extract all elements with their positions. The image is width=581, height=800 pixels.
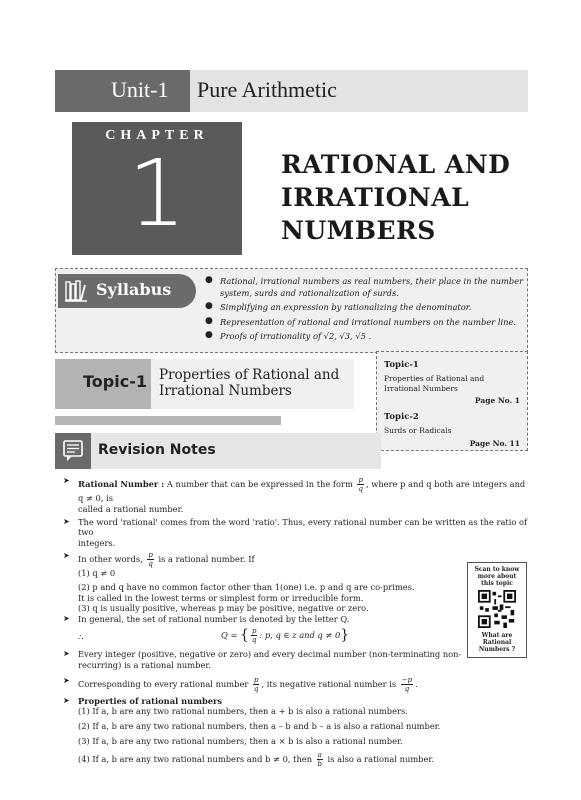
note-text: In other words,	[78, 553, 146, 564]
topic-label: Topic-1	[83, 372, 147, 391]
fraction-numerator: −p	[401, 675, 413, 684]
note-item	[63, 476, 531, 515]
note-subitem: (1) If a, b are any two rational numbers, then a + b is also a rational numbers.	[78, 706, 408, 717]
fraction-denominator: q	[253, 684, 259, 693]
note-text: .	[415, 678, 418, 689]
note-term: Rational Number :	[78, 479, 165, 489]
note-item	[63, 517, 531, 549]
note-text: recurring) is a rational number.	[78, 659, 212, 670]
note-text: is also a rational number.	[324, 753, 435, 764]
chapter-title-line: RATIONAL AND	[281, 150, 511, 179]
fraction-numerator: p	[253, 675, 259, 684]
fraction	[401, 676, 413, 693]
fraction	[147, 551, 153, 568]
note-subitem: (2) If a, b are any two rational numbers, then a – b and b – a is also a rational number.	[78, 721, 441, 732]
note-text: A number that can be expressed in the form	[164, 479, 356, 489]
revision-icon-box	[55, 433, 91, 469]
note-text: is a rational number. If	[155, 553, 255, 564]
topic-header	[55, 359, 354, 409]
topic-index-name: Surds or Radicals	[384, 426, 452, 435]
fraction-numerator: p	[358, 476, 363, 484]
note-text: called a rational number.	[78, 503, 184, 514]
syllabus-item: ● Simplifying an expression by rationalizing the denominator.	[204, 302, 526, 314]
unit-header	[55, 70, 528, 112]
syllabus-badge	[58, 274, 196, 308]
fraction	[253, 676, 259, 693]
note-text: , its negative rational number is	[261, 678, 399, 689]
note-text: (4) If a, b are any two rational numbers and b ≠ 0, then	[78, 753, 315, 764]
syllabus-label: Syllabus	[96, 280, 172, 299]
note-subitem	[63, 751, 531, 768]
fraction	[251, 627, 257, 644]
note-subitem: (1) q ≠ 0	[78, 567, 116, 578]
formula-expression: Q = { $\frac{p}{q}$ : p, q ∈ z and q ≠ 0}	[221, 626, 350, 644]
topic-index-page: Page No. 1	[474, 396, 520, 405]
fraction-denominator: q	[358, 485, 363, 493]
note-item: ➤ In general, the set of rational number is denoted by the letter Q.	[63, 614, 531, 625]
note-subitem: (3) If a, b are any two rational numbers, then a × b is also a rational number.	[78, 735, 403, 746]
fraction-denominator: q	[251, 635, 257, 644]
topic-title-line: Properties of Rational and	[159, 367, 340, 383]
fraction-denominator: q	[404, 684, 410, 693]
qr-caption-top: Scan to know more about this topic	[474, 566, 520, 587]
note-subitem: (3) q is usually positive, whereas p may be positive, negative or zero.	[78, 603, 369, 614]
topic-title-line: Irrational Numbers	[159, 383, 292, 399]
note-item	[63, 696, 531, 707]
fraction	[357, 476, 363, 493]
topic-index-head: Topic-2	[384, 412, 419, 422]
topic-index-name: Properties of Rational and	[384, 374, 485, 383]
unit-title: Pure Arithmetic	[197, 77, 337, 102]
formula-left: Q =	[221, 629, 241, 640]
note-text: integers.	[78, 538, 116, 549]
fraction-numerator: p	[148, 550, 153, 559]
topic-title	[159, 367, 339, 399]
syllabus-item: ● Proofs of irrationality of √2, √3, √5 .	[204, 331, 526, 343]
chapter-title-line: NUMBERS	[281, 216, 436, 245]
revision-notes-body	[63, 476, 531, 768]
note-term: Properties of rational numbers	[78, 695, 223, 706]
syllabus-item: ● Rational, irrational numbers as real numbers, their place in the number system, surds and rationalization of surds.	[204, 276, 526, 299]
note-text: Corresponding to every rational number	[78, 678, 251, 689]
syllabus-item: ● Representation of rational and irrational numbers on the number line.	[204, 317, 526, 329]
qr-code-icon[interactable]	[478, 590, 516, 628]
topic-index-panel	[376, 351, 528, 451]
fraction-denominator: q	[148, 559, 153, 568]
qr-panel	[467, 562, 527, 658]
chapter-word: CHAPTER	[105, 128, 209, 143]
fraction	[317, 751, 323, 768]
note-item	[63, 649, 531, 671]
set-formula	[63, 627, 531, 649]
therefore-symbol: ∴	[78, 631, 84, 642]
fraction-denominator: b	[317, 759, 323, 768]
qr-caption-bottom: What are Rational Numbers ?	[478, 632, 516, 653]
topic-index-page: Page No. 11	[469, 438, 520, 448]
fraction-numerator: a	[317, 750, 322, 759]
syllabus-list	[204, 276, 526, 346]
topic-index-head: Topic-1	[384, 360, 419, 370]
topic-index-name: Irrational Numbers	[384, 383, 458, 393]
divider-bar	[55, 416, 281, 425]
chapter-title	[281, 148, 510, 247]
notes-icon	[55, 433, 91, 469]
chapter-number: 1	[127, 140, 187, 247]
note-item	[63, 551, 531, 568]
note-item	[63, 676, 531, 693]
note-text: The word 'rational' comes from the word 'ratio'. Thus, every rational number can be written as the ratio of two	[78, 516, 528, 538]
revision-notes-header	[55, 433, 381, 469]
revision-notes-label: Revision Notes	[98, 442, 216, 458]
formula-right: : p, q ∈ z and q ≠ 0	[259, 629, 341, 640]
chapter-box	[72, 122, 242, 255]
unit-label-box	[55, 70, 190, 112]
syllabus-panel	[55, 268, 528, 353]
note-text: Every integer (positive, negative or zero) and every decimal number (non-terminating non-	[78, 648, 462, 659]
unit-label: Unit-1	[111, 77, 169, 102]
note-text: , where p and q both are integers and q ≠ 0, is	[78, 479, 526, 503]
chapter-title-line: IRRATIONAL	[281, 183, 470, 212]
books-icon	[64, 279, 88, 303]
note-subitem: (2) p and q have no common factor other than 1(one) i.e. p and q are co-primes.	[78, 581, 415, 592]
note-subitem: It is called in the lowest terms or simplest form or irreducible form.	[78, 592, 364, 603]
fraction-numerator: p	[251, 626, 257, 635]
